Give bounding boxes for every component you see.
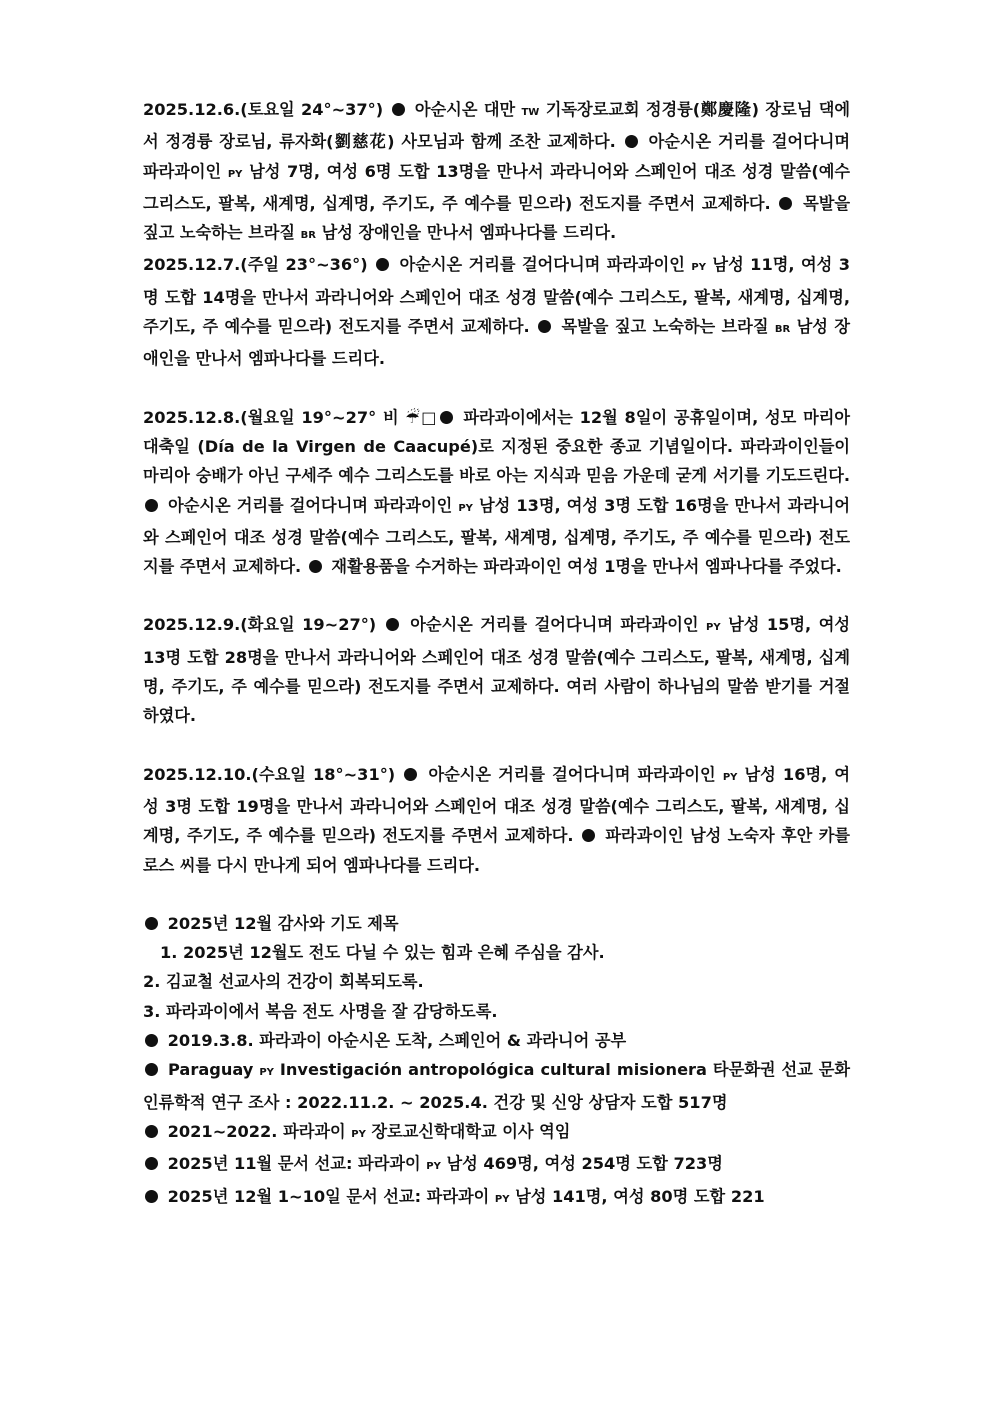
country-code: PY — [227, 168, 243, 180]
diary-entry: 2025.12.8.(월요일 19°~27° 비 ☔□ 파라과이에서는 12월 8일이 공휴일이며, 성모 마리아 대축일 (Día de la Virgen de Caacupé)로 지정된 중요한 종교 기념일이다. 파라과이인들이 마리아 숭배가 아닌 구세주 예수 그리스도를 바로 아는 지식과 믿음 가운데 굳게 서기를 기도드린다. 아순시온 거리를 걸어다니며 파라과이인 PY 남성 13명, 여성 3명 도합 16명을 만나서 과라니어와 스페인어 대조 성경 말씀(예수 그리스도, 팔복, 새계명, 십계명, 주기도, 주 예수를 믿으라) 전도지를 주면서 교제하다. 재활용품을 수거하는 파라과이인 여성 1명을 만나서 엠파나다를 주었다. — [143, 407, 850, 577]
country-code: PY — [691, 262, 706, 274]
prayer-item-3: 3. 파라과이에서 복음 전도 사명을 잘 감당하도록. — [143, 1001, 498, 1021]
note-item: 2025년 11월 문서 선교: 파라과이 PY 남성 469명, 여성 254명 도합 723명 — [143, 1149, 850, 1181]
note-item: Paraguay PY Investigación antropológica cultural misionera 타문화권 선교 문화인류학적 연구 조사 : 2022.11.2. ~ 2025.4. 건강 및 신앙 상담자 도합 517명 — [143, 1060, 850, 1112]
bullet-icon — [145, 1190, 158, 1203]
bullet-icon — [625, 135, 638, 148]
entry-date: 2025.12.8.(월요일 19°~27° 비 ☔□ — [143, 407, 438, 427]
entry-date: 2025.12.10.(수요일 18°~31°) — [143, 764, 396, 784]
diary-entry: 2025.12.7.(주일 23°~36°) 아순시온 거리를 걸어다니며 파라과이인 PY 남성 11명, 여성 3명 도합 14명을 만나서 과라니어와 스페인어 대조 성경 말씀(예수 그리스도, 팔복, 새계명, 십계명, 주기도, 주 예수를 믿으라) 전도지를 주면서 교제하다. 목발을 짚고 노숙하는 브라질 BR 남성 장애인을 만나서 엠파나다를 드리다. — [143, 255, 850, 369]
bullet-icon — [392, 103, 405, 116]
bullet-icon — [145, 499, 158, 512]
bullet-icon — [404, 768, 417, 781]
country-code: PY — [722, 771, 738, 783]
bullet-icon — [386, 618, 399, 631]
country-code: PY — [351, 1128, 366, 1140]
note-item: 2021~2022. 파라과이 PY 장로교신학대학교 이사 역임 — [143, 1117, 850, 1149]
country-code: PY — [494, 1193, 510, 1205]
country-code: PY — [259, 1067, 274, 1079]
country-code: PY — [458, 502, 473, 514]
country-code: TW — [521, 107, 540, 118]
bullet-icon — [145, 1125, 158, 1138]
entry-date: 2025.12.6.(토요일 24°~37°) — [143, 100, 384, 119]
note-item: 2025년 12월 1~10일 문서 선교: 파라과이 PY 남성 141명, 여성 80명 도합 221 — [143, 1182, 850, 1214]
diary-entry: 2025.12.9.(화요일 19~27°) 아순시온 거리를 걸어다니며 파라과이인 PY 남성 15명, 여성 13명 도합 28명을 만나서 과라니어와 스페인어 대조 성경 말씀(예수 그리스도, 팔복, 새계명, 십계명, 주기도, 주 예수를 믿으라) 전도지를 주면서 교제하다. 여러 사람이 하나님의 말씀 받기를 거절하였다. — [143, 615, 850, 726]
bullet-icon — [440, 411, 453, 424]
prayer-item-2: 2. 김교철 선교사의 건강이 회복되도록. — [143, 972, 424, 992]
diary-entry: 2025.12.10.(수요일 18°~31°) 아순시온 거리를 걸어다니며 파라과이인 PY 남성 16명, 여성 3명 도합 19명을 만나서 과라니어와 스페인어 대조 성경 말씀(예수 그리스도, 팔복, 새계명, 십계명, 주기도, 주 예수를 믿으라) 전도지를 주면서 교제하다. 파라과이인 남성 노숙자 후안 카를로스 씨를 다시 만나게 되어 엠파나다를 드리다. — [143, 764, 851, 875]
entry-date: 2025.12.9.(화요일 19~27°) — [143, 615, 377, 635]
bullet-icon — [145, 1157, 158, 1170]
note-item: 2019.3.8. 파라과이 아순시온 도착, 스페인어 & 과라니어 공부 — [143, 1026, 850, 1055]
country-code: BR — [300, 230, 316, 242]
bullet-icon — [145, 1063, 158, 1076]
bullet-icon — [145, 917, 158, 930]
bullet-icon — [309, 560, 322, 573]
bullet-icon — [779, 197, 792, 210]
prayer-heading: 2025년 12월 감사와 기도 제목 — [167, 913, 399, 933]
bullet-icon — [538, 320, 551, 333]
diary-entry: 2025.12.6.(토요일 24°~37°) 아순시온 대만 TW 기독장로교회 정경륭(鄭慶隆) 장로님 댁에서 정경륭 장로님, 류자화(劉慈花) 사모님과 함께 조찬 교제하다. 아순시온 거리를 걸어다니며 파라과이인 PY 남성 7명, 여성 6명 도합 13명을 만나서 과라니어와 스페인어 대조 성경 말씀(예수 그리스도, 팔복, 새계명, 십계명, 주기도, 주 예수를 믿으라) 전도지를 주면서 교제하다. 목발을 짚고 노숙하는 브라질 BR 남성 장애인을 만나서 엠파나다를 드리다. — [143, 100, 851, 243]
country-code: PY — [426, 1161, 441, 1173]
country-code: PY — [706, 622, 721, 634]
country-code: BR — [774, 324, 791, 336]
prayer-heading-line — [143, 909, 850, 938]
notes-list — [143, 1026, 850, 1214]
bullet-icon — [582, 829, 595, 842]
diary-entries — [143, 95, 850, 880]
bullet-icon — [376, 258, 389, 271]
bullet-icon — [145, 1034, 158, 1047]
entry-date: 2025.12.7.(주일 23°~36°) — [143, 255, 368, 275]
prayer-item-1: 1. 2025년 12월도 전도 다닐 수 있는 힘과 은혜 주심을 감사. — [160, 943, 605, 963]
diary-content — [143, 95, 850, 1214]
